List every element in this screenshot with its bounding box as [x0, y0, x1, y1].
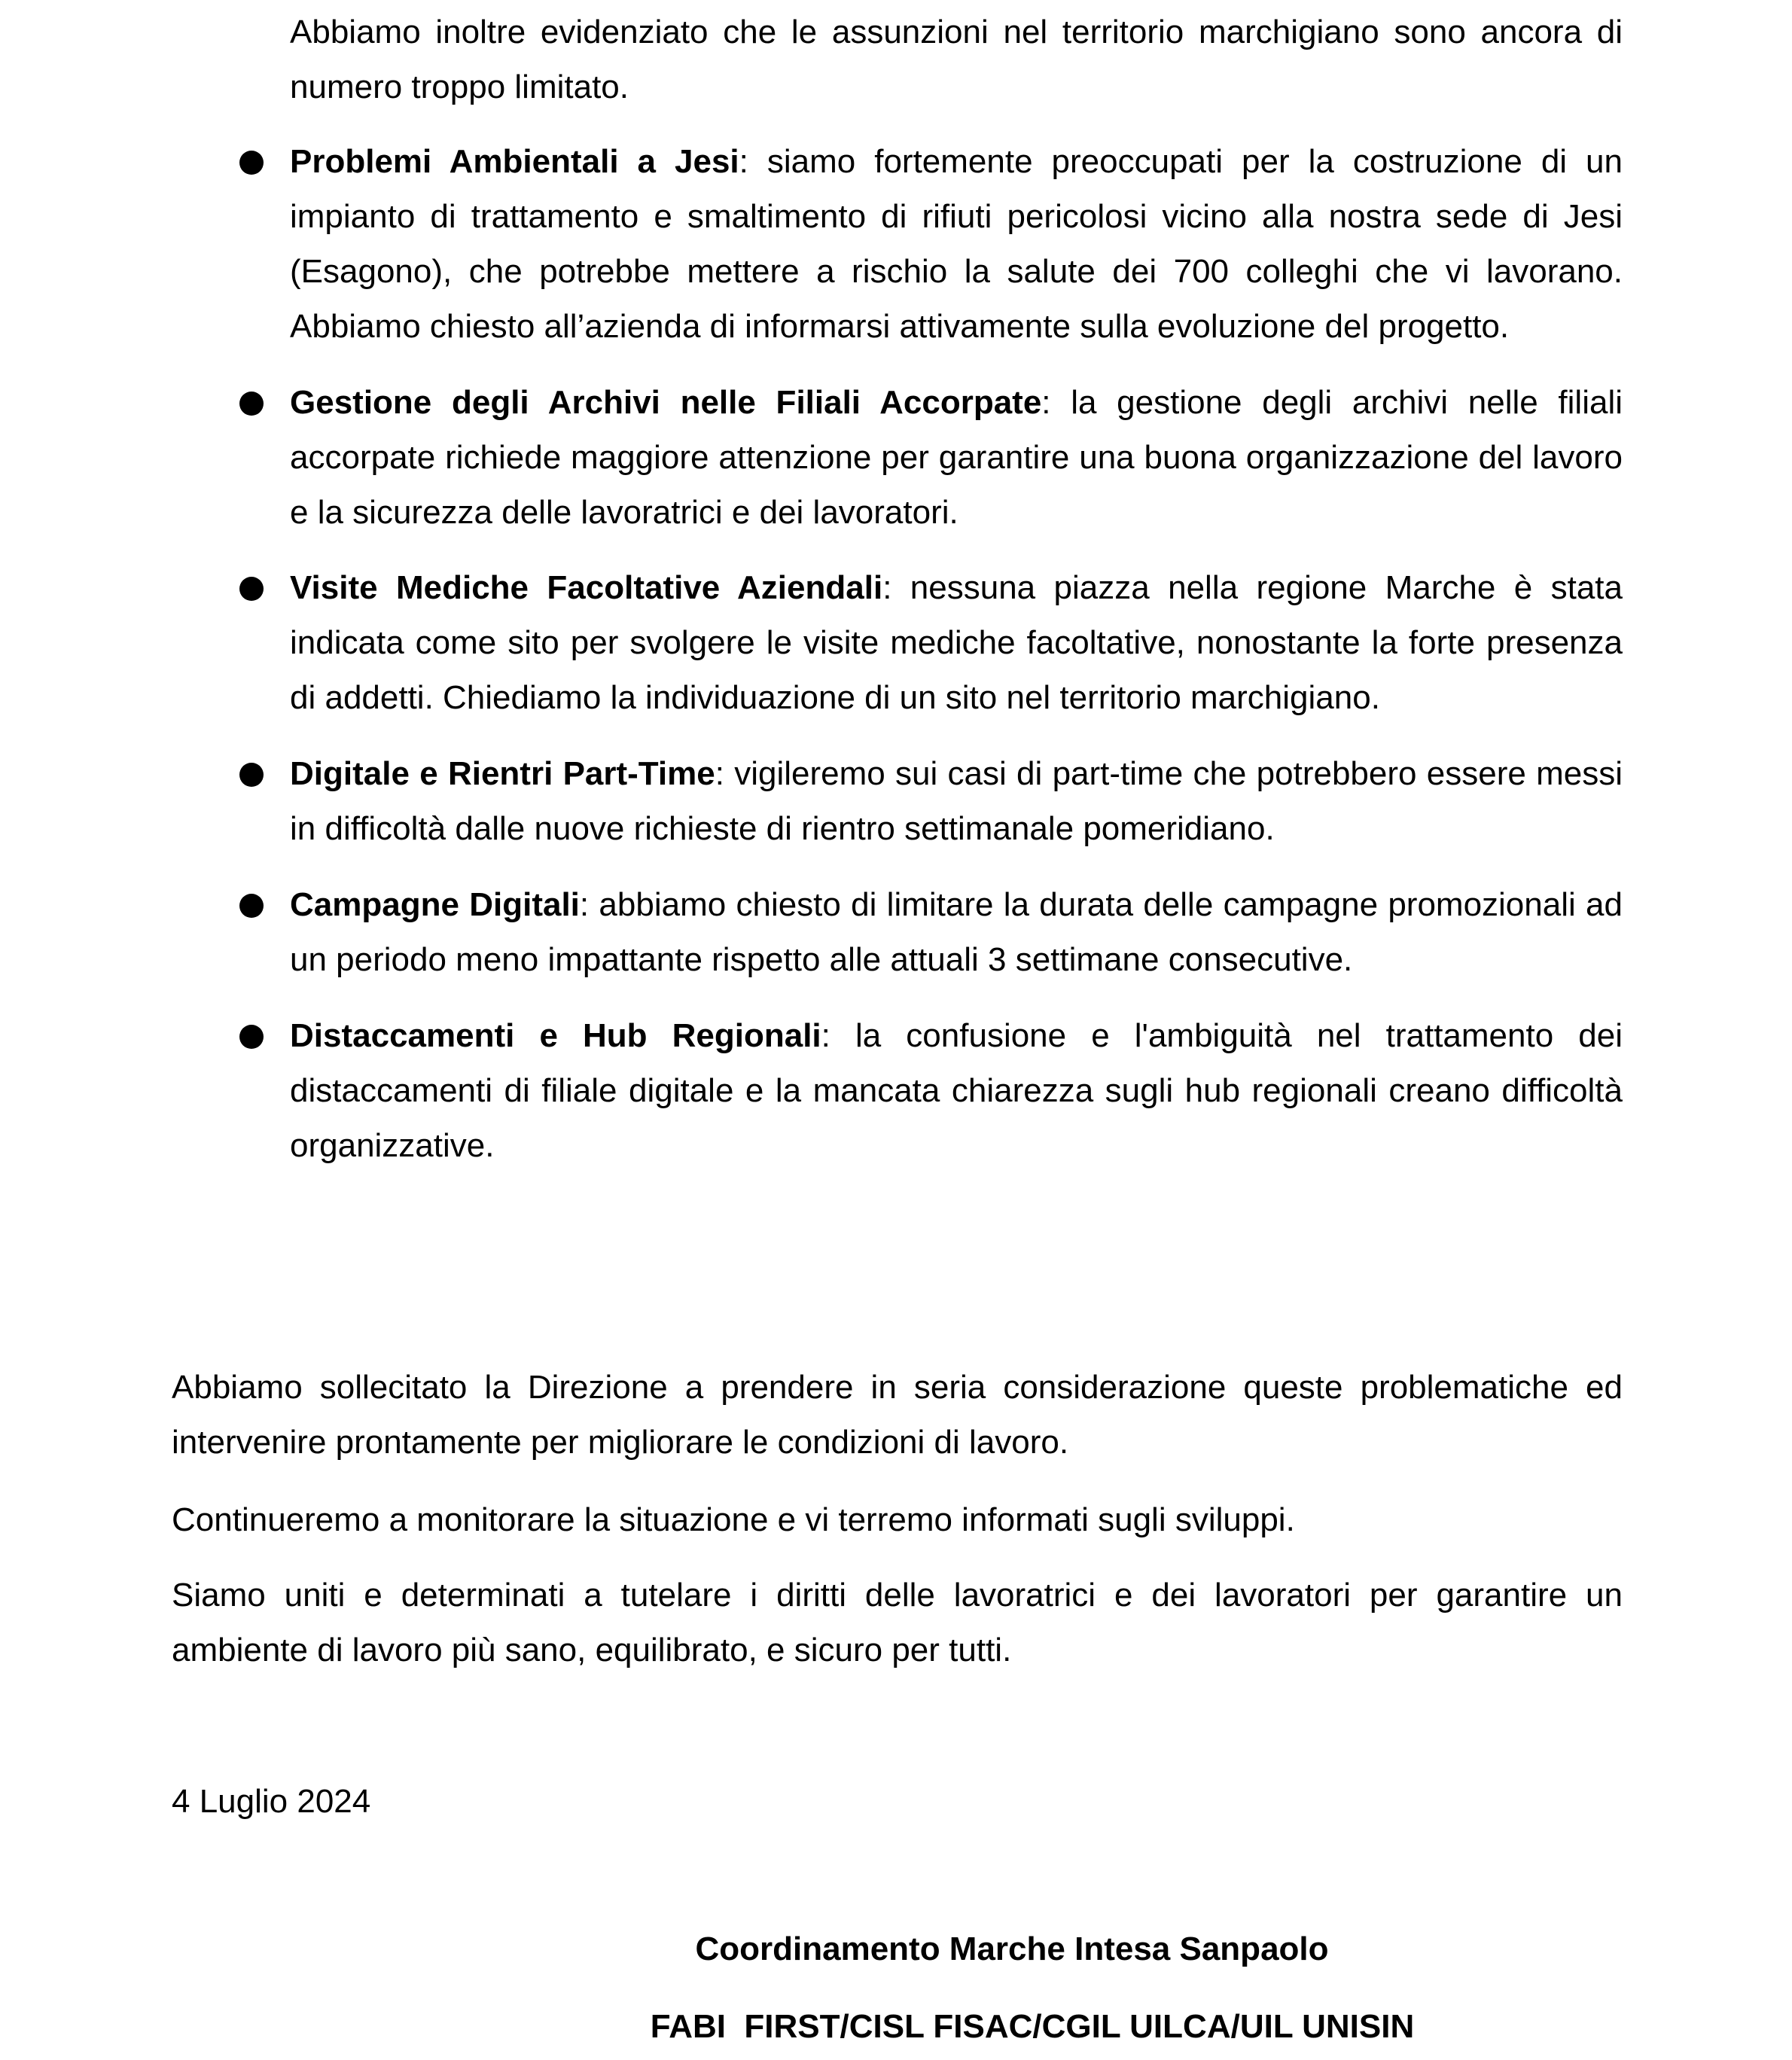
signature-line-1: Coordinamento Marche Intesa Sanpaolo	[695, 1930, 1329, 1967]
closing-paragraph: Abbiamo sollecitato la Direzione a prendere in seria considerazione queste problematiche ed intervenire prontamente per migliorare le condizioni di lavoro.	[172, 1369, 1623, 1461]
bullet-icon	[239, 894, 264, 918]
item-body: : nessuna piazza nella regione Marche è stata indicata come sito per svolgere le visite mediche facoltative, nonostante la forte presenza di addetti. Chiediamo la individuazione di un sito nel territorio marchigiano.	[290, 569, 1623, 716]
item-heading: Problemi Ambientali a Jesi	[290, 143, 739, 180]
closing-paragraph: Continueremo a monitorare la situazione e vi terremo informati sugli sviluppi.	[172, 1501, 1295, 1538]
item-heading: Distaccamenti e Hub Regionali	[290, 1017, 821, 1054]
list-item	[233, 746, 1623, 856]
intro-paragraph: Abbiamo inoltre evidenziato che le assunzioni nel territorio marchigiano sono ancora di numero troppo limitato.	[290, 14, 1623, 105]
document-date: 4 Luglio 2024	[172, 1783, 371, 1820]
item-body: : la gestione degli archivi nelle filiali accorpate richiede maggiore attenzione per garantire una buona organizzazione del lavoro e la sicurezza delle lavoratrici e dei lavoratori.	[290, 384, 1623, 531]
list-item	[233, 1008, 1623, 1173]
item-heading: Gestione degli Archivi nelle Filiali Accorpate	[290, 384, 1042, 421]
item-body: : la confusione e l'ambiguità nel trattamento dei distaccamenti di filiale digitale e la mancata chiarezza sugli hub regionali creano difficoltà organizzative.	[290, 1017, 1623, 1164]
bullet-icon	[239, 151, 264, 175]
list-item	[233, 877, 1623, 987]
bullet-icon	[239, 1025, 264, 1049]
list-item	[233, 560, 1623, 725]
item-body: : siamo fortemente preoccupati per la costruzione di un impianto di trattamento e smaltimento di rifiuti pericolosi vicino alla nostra sede di Jesi (Esagono), che potrebbe mettere a rischio la salute dei 700 colleghi che vi lavorano. Abbiamo chiesto all’azienda di informarsi attivamente sulla evoluzione del progetto.	[290, 143, 1623, 345]
item-body: : abbiamo chiesto di limitare la durata delle campagne promozionali ad un periodo meno impattante rispetto alle attuali 3 settimane consecutive.	[290, 886, 1623, 978]
closing-paragraph: Siamo uniti e determinati a tutelare i diritti delle lavoratrici e dei lavoratori per garantire un ambiente di lavoro più sano, equilibrato, e sicuro per tutti.	[172, 1577, 1623, 1668]
item-body: : vigileremo sui casi di part-time che potrebbero essere messi in difficoltà dalle nuove richieste di rientro settimanale pomeridiano.	[290, 755, 1623, 847]
list-item	[233, 134, 1623, 354]
item-heading: Visite Mediche Facoltative Aziendali	[290, 569, 883, 606]
bullet-icon	[239, 577, 264, 601]
bullet-icon	[239, 763, 264, 787]
item-heading: Digitale e Rientri Part-Time	[290, 755, 715, 792]
issues-list	[233, 134, 1623, 1194]
list-item	[233, 375, 1623, 540]
item-heading: Campagne Digitali	[290, 886, 580, 923]
signature-line-2: FABI FIRST/CISL FISAC/CGIL UILCA/UIL UNISIN	[650, 2008, 1415, 2045]
bullet-icon	[239, 392, 264, 416]
